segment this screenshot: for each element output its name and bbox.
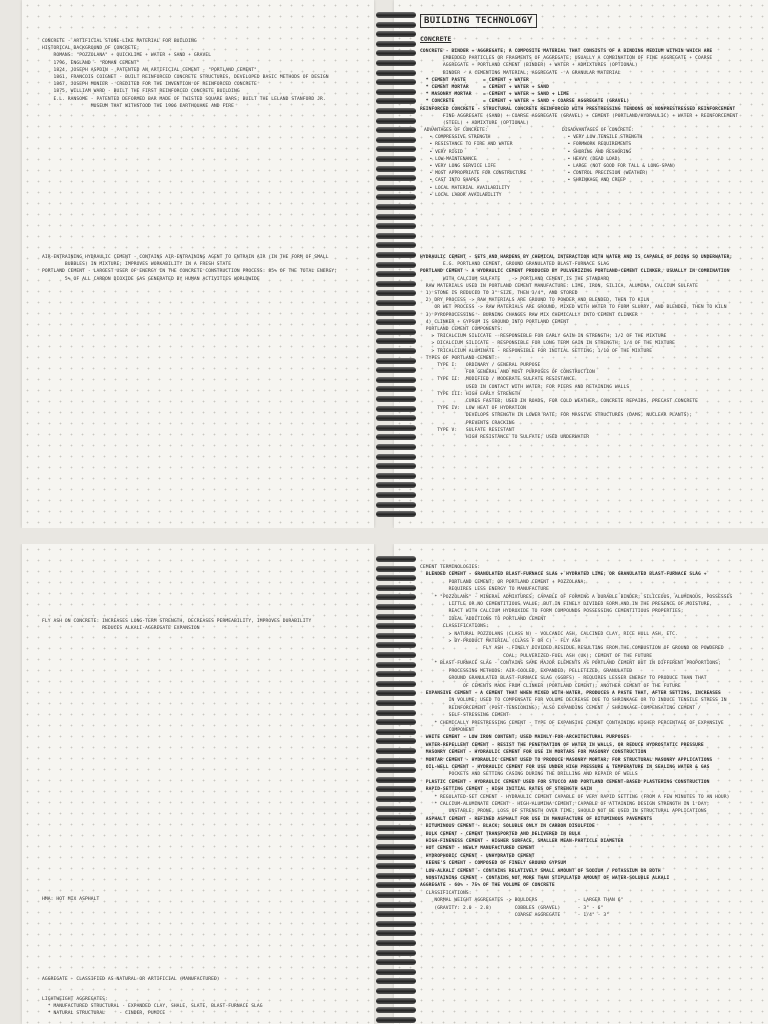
bullet-icon: • [424,142,436,148]
page-gap [0,528,768,544]
terminology-line: MORTAR CEMENT - HYDRAULIC CEMENT USED TO PRODUCE MASONRY MORTAR; FOR STRUCTURAL MASONRY APPLICATIONS [420,757,713,763]
terminology-line: NONSTAINING CEMENT - CONTAINS NOT MORE THAN STIPULATED AMOUNT OF WATER-SOLUBLE ALKALI [420,876,670,882]
lightweight-line: * NATURAL STRUCTURAL - CINDER, PUMICE [42,1011,166,1017]
spiral-ring [376,31,416,37]
concrete-line: * CEMENT PASTE = CEMENT + WATER [420,77,529,83]
spiral-ring [376,290,416,296]
spiral-ring [376,633,416,639]
bullet-icon: • [562,178,574,184]
history-line: MUSEUM THAT WITHSTOOD THE 1906 EARTHQUAKE AND FIRE [42,103,234,109]
concrete-line: BINDER - A CEMENTING MATERIAL; AGGREGATE - A GRANULAR MATERIAL [420,70,621,76]
spiral-ring [376,623,416,629]
terminology-line: * BLAST-FURNACE SLAG - CONTAINS SAME MAJOR ELEMENTS AS PORTLAND CEMENT BUT IN DIFFERENT PROPORTIONS; [420,661,721,667]
portland-line: > TRICALCIUM SILICATE - RESPONSIBLE FOR EARLY GAIN IN STRENGTH; 1/2 OF THE MIXTURE [420,334,667,340]
spiral-ring [376,319,416,325]
spiral-ring [376,338,416,344]
spiral-ring [376,825,416,831]
terminology-line: BLENDED CEMENT - GRANULATED BLAST-FURNACE SLAG + HYDRATED LIME; OR GRANULATED BLAST-FURNACE SLAG + [420,572,707,578]
disadvantage-label: HEAVY (DEAD LOAD) [573,156,621,162]
fly-ash-line: REDUCES ALKALI-AGGREGATE EXPANSION [42,626,200,632]
spiral-ring [376,854,416,860]
portland-line: PORTLAND CEMENT - A HYDRAULIC CEMENT PRODUCED BY PULVERIZING PORTLAND-CEMENT CLINKER, USUALLY IN COMBINATION [420,269,730,275]
terminology-line: COARSE AGGREGATE - 1/4" - 3" [420,913,610,919]
terminology-line: REQUIRES LESS ENERGY TO MANUFACTURE [420,587,549,593]
bullet-icon: • [424,164,436,170]
spiral-ring [376,710,416,716]
terminology-line: * "POZZOLANS" - MINERAL ADMIXTURES; CAPABLE OF FORMING A DURABLE BINDER; SILICEOUS, ALUMINOUS, POSSESSES [420,594,733,600]
spiral-ring [376,575,416,581]
spiral-ring [376,70,416,76]
air-entraining-line: PORTLAND CEMENT - LARGEST USER OF ENERGY IN THE CONCRETE CONSTRUCTION PROCESS: 85% OF THE TOTAL ENERGY; [42,269,338,275]
spiral-ring [376,604,416,610]
bullet-icon: • [424,156,436,162]
spiral-ring [376,911,416,917]
history-line: ROMANS: "POZZOLANA" + QUICKLIME + WATER + SAND + GRAVEL [42,53,212,59]
portland-line: 4) CLINKER + GYPSUM IS GROUND INTO PORTLAND CEMENT [420,319,570,325]
spiral-ring [376,425,416,431]
spiral-ring [376,166,416,172]
advantage-label: LOCAL LABOR AVAILABILITY [435,192,502,198]
terminology-line: > BY-PRODUCT MATERIAL (CLASS F OR C) - FLY ASH [420,639,581,645]
spiral-ring [376,79,416,85]
portland-line: TYPE V: SULFATE RESISTANT [420,427,515,433]
portland-line: DEVELOPS STRENGTH IN LOWER RATE; FOR MASSIVE STRUCTURES (DAMS, NUCLEAR PLANTS); [420,413,693,419]
spiral-ring [376,719,416,725]
spiral-ring [376,358,416,364]
spiral-ring [376,594,416,600]
portland-line: TYPE III: HIGH EARLY STRENGTH [420,391,521,397]
spiral-ring [376,690,416,696]
advantage-label: COMPRESSIVE STRENGTH [435,135,491,141]
air-entraining-line: AIR-ENTRAINING HYDRAULIC CEMENT - CONTAINS AIR-ENTRAINING AGENT TO ENTRAIN AIR (IN THE FORM OF SMALL [42,255,329,260]
fly-ash-line: FLY ASH ON CONCRETE: INCREASES LONG-TERM STRENGTH, DECREASES PERMEABILITY, IMPROVES DURABILITY [42,619,312,624]
advantage-label: RESISTANCE TO FIRE AND WATER [435,142,513,148]
concrete-line: FINE AGGREGATE (SAND) + COARSE AGGREGATE (GRAVEL) + CEMENT (PORTLAND/HYDRAULIC) + WATER + REINFORCEMENT [420,113,739,119]
bullet-icon: • [562,149,574,155]
history-notes [42,38,329,110]
spiral-ring [376,223,416,229]
terminology-line: HIGH-FINENESS CEMENT - HIGHER SURFACE, SMALLER MEAN-PARTICLE DIAMETER [420,839,624,845]
advantage-label: CAST INTO SHAPES [435,178,480,184]
spiral-ring [376,310,416,316]
spiral-ring [376,614,416,620]
terminology-line: OIL-WELL CEMENT - HYDRAULIC CEMENT FOR USE UNDER HIGH PRESSURE & TEMPERATURE IN SEALING WATER & GAS [420,764,710,770]
spiral-ring [376,271,416,277]
history-line: 1867, JOSEPH MONIER - CREDITED FOR THE INVENTION OF REINFORCED CONCRETE [42,82,257,88]
spiral-ring [376,233,416,239]
spiral-ring [376,863,416,869]
advantage-item [424,177,526,184]
advantage-label: VERY LONG SERVICE LIFE [435,164,496,170]
portland-line: WITH CALCIUM SULFATE -> PORTLAND CEMENT IS THE STANDARD [420,276,610,282]
aggregate-note: AGGREGATE - CLASSIFIED AS NATURAL OR ARTIFICIAL (MANUFACTURED) [42,977,220,982]
terminology-line: REACT WITH CALCIUM HYDROXIDE TO FORM COMPOUNDS POSSESSING CEMENTITIOUS PROPERTIES; [420,609,684,615]
disadvantage-item [562,163,675,170]
spiral-ring [376,367,416,373]
spiral-ring [376,1007,416,1013]
spiral-ring [376,12,416,18]
notebook-page-bottom-right [394,544,768,1024]
spiral-ring [376,700,416,706]
concrete-line: CONCRETE - BINDER + AGGREGATE; A COMPOSITE MATERIAL THAT CONSISTS OF A BINDING MEDIUM WITHIN WHICH ARE [420,49,713,54]
spiral-ring [376,978,416,984]
spiral-ring [376,988,416,994]
spiral-ring [376,969,416,975]
bullet-icon: • [424,149,436,155]
portland-line: TYPES OF PORTLAND CEMENT: [420,355,498,361]
spiral-ring [376,815,416,821]
air-entraining-notes [42,254,337,283]
spiral-ring [376,930,416,936]
portland-line: PORTLAND CEMENT COMPONENTS: [420,327,504,333]
spiral-ring [376,902,416,908]
terminology-line: CEMENT TERMINOLOGIES: [420,565,481,570]
spiral-ring [376,482,416,488]
spiral-ring [376,137,416,143]
spiral-ring [376,511,416,517]
terminology-line: EXPANSIVE CEMENT - A CEMENT THAT WHEN MIXED WITH WATER, PRODUCES A PASTE THAT, AFTER SETTING, INCREASES [420,690,721,696]
air-entraining-line: BUBBLES) IN MIXTURE; IMPROVES WORKABILITY IN A FRESH STATE [42,262,232,268]
portland-line: 1) STONE IS REDUCED TO 3" SIZE, THEN 3/4", AND STORED [420,291,578,297]
terminology-line: CLASSIFICATIONS: [420,890,472,896]
spiral-ring [376,642,416,648]
history-line: 1875, WILLIAM WARD - BUILT THE FIRST REINFORCED CONCRETE BUILDING [42,89,240,95]
spiral-ring [376,377,416,383]
spiral-ring [376,204,416,210]
bullet-icon: • [424,192,436,198]
disadvantage-label: SHORING AND RESHORING [573,149,632,155]
portland-line: TYPE I: ORDINARY / GENERAL PURPOSE [420,363,541,369]
bullet-icon: • [562,156,574,162]
terminology-line: COAL; PULVERIZED-FUEL ASH (UK); CEMENT OF THE FUTURE [420,653,653,659]
hma-note: HMA: HOT MIX ASPHALT [42,897,100,902]
history-line: 1861, FRANCOIS COIGNET - BUILT REINFORCED CONCRETE STRUCTURES, DEVELOPED BASIC METHODS OF DESIGN [42,75,329,81]
terminology-line: FLY ASH - FINELY DIVIDED RESIDUE RESULTING FROM THE COMBUSTION OF GROUND OR POWDERED [420,646,724,652]
spiral-ring [376,22,416,28]
bullet-icon: • [562,164,574,170]
history-line: E.L. RANSOME - PATENTED DEFORMED BAR MADE OF TWISTED SQUARE BARS; BUILT THE LELAND STANFORD JR. [42,96,326,102]
portland-line: HYDRAULIC CEMENT - SETS AND HARDENS BY CHEMICAL INTERACTION WITH WATER AND IS CAPABLE OF DOING SO UNDERWATER; [420,255,733,260]
spiral-ring [376,796,416,802]
spiral-ring [376,194,416,200]
portland-line: RAW MATERIALS USED IN PORTLAND CEMENT MANUFACTURE: LIME, IRON, SILICA, ALUMINA, CALCIUM SULFATE [420,283,698,289]
portland-line: > DICALCIUM SILICATE - RESPONSIBLE FOR LONG TERM GAIN IN STRENGTH; 1/4 OF THE MIXTURE [420,341,676,347]
advantage-item [424,141,526,148]
spiral-ring [376,959,416,965]
spiral-ring [376,463,416,469]
terminology-line: PORTLAND CEMENT; OR PORTLAND CEMENT + POZZOLANA; [420,579,587,585]
terminology-line: HYDROPHOBIC CEMENT - UNHYDRATED CEMENT [420,853,535,859]
spiral-ring [376,252,416,258]
spiral-ring [376,998,416,1004]
portland-line: CURES FASTER; USED IN ROADS, FOR COLD WEATHER, CONCRETE REPAIRS, PRECAST CONCRETE [420,399,698,405]
disadvantage-item [562,149,675,156]
portland-line: FOR GENERAL AND MOST PURPOSES OF CONSTRUCTION [420,370,595,376]
spiral-ring [376,492,416,498]
page-title: BUILDING TECHNOLOGY [420,14,537,28]
spiral-ring [376,767,416,773]
concrete-line: AGGREGATE + PORTLAND CEMENT (BINDER) + WATER + ADMIXTURES (OPTIONAL) [420,63,638,69]
spiral-ring [376,777,416,783]
spiral-ring [376,892,416,898]
portland-line: TYPE II: MODIFIED / MODERATE SULFATE RESISTANCE [420,377,575,383]
spiral-ring [376,434,416,440]
advantage-item [424,185,526,192]
section-title: CONCRETE [420,35,452,43]
terminology-line: COMPONENT [420,727,475,733]
history-line: HISTORICAL BACKGROUND OF CONCRETE: [42,46,140,52]
spiral-ring [376,348,416,354]
advantage-item [424,149,526,156]
spiral-ring [376,41,416,47]
spiral-ring [376,300,416,306]
lightweight-line: * MANUFACTURED STRUCTURAL - EXPANDED CLAY, SHALE, SLATE, BLAST-FURNACE SLAG [42,1004,263,1010]
spiral-ring [376,118,416,124]
spiral-ring [376,146,416,152]
concrete-line: * MASONRY MORTAR = CEMENT + WATER + SAND + LIME [420,92,570,98]
disadvantage-item [562,170,675,177]
portland-line: 3) PYROPROCESSING - BURNING CHANGES RAW MIX CHEMICALLY INTO CEMENT CLINKER [420,312,638,318]
concrete-line: * CEMENT MORTAR = CEMENT + WATER + SAND [420,85,549,91]
advantage-item [424,163,526,170]
terminology-line: OF CEMENTS MADE FROM CLINKER (PORTLAND CEMENT); ANOTHER CEMENT OF THE FUTURE [420,683,681,689]
portland-line: OR WET PROCESS -> RAW MATERIALS ARE GROUND, MIXED WITH WATER TO FORM SLURRY, AND BLENDED, THEN TO KILN [420,305,727,311]
history-line: CONCRETE - ARTIFICIAL STONE-LIKE MATERIAL FOR BUILDING [42,39,197,44]
spiral-ring [376,281,416,287]
portland-line: 2) DRY PROCESS -> RAW MATERIALS ARE GROUND TO POWDER AND BLENDED, THEN TO KILN [420,298,650,304]
spiral-ring [376,473,416,479]
terminology-line: POCKETS AND SETTING CASING DURING THE DRILLING AND REPAIR OF WELLS [420,772,638,778]
bullet-icon: • [562,142,574,148]
terminology-line: SELF-STRESSING CEMENT [420,713,509,719]
spiral-ring [376,873,416,879]
cement-terminologies [420,564,732,920]
spiral-ring [376,662,416,668]
bullet-icon: • [424,178,436,184]
spiral-ring [376,681,416,687]
bullet-icon: • [424,185,436,191]
spiral-ring [376,329,416,335]
portland-line: PREVENTS CRACKING [420,420,515,426]
advantage-item [424,192,526,199]
terminology-line: ASPHALT CEMENT - REFINED ASPHALT FOR USE IN MANUFACTURE OF BITUMINOUS PAVEMENTS [420,816,653,822]
terminology-line: REINFORCEMENT (POST-TENSIONING); ALSO EXPANDING CEMENT / SHRINKAGE-COMPENSATING CEMENT / [420,705,701,711]
terminology-line: BITUMINOUS CEMENT - BLACK; SOLUBLE ONLY IN CARBON DISULFIDE [420,824,595,830]
advantage-item [424,134,526,141]
terminology-line: WATER-REPELLENT CEMENT - RESIST THE PENETRATION OF WATER IN WALLS, OR REDUCE HYDROSTATIC PRESSURE [420,742,704,748]
advantage-item [424,156,526,163]
spiral-ring [376,729,416,735]
terminology-line: * REGULATED-SET CEMENT - HYDRAULIC CEMENT CAPABLE OF VERY RAPID SETTING (FROM A FEW MINUTES TO AN HOUR) [420,794,730,800]
disadvantage-label: CONTROL PRECISION (WEATHER) [573,171,648,177]
spiral-ring [376,415,416,421]
bullet-icon: • [424,171,436,177]
spiral-ring [376,502,416,508]
spiral-ring [376,454,416,460]
spiral-ring [376,156,416,162]
terminology-line: LOW-ALKALI CEMENT - CONTAINS RELATIVELY SMALL AMOUNT OF SODIUM / POTASSIUM OR BOTH [420,868,661,874]
terminology-line: GROUND GRANULATED BLAST-FURNACE SLAG (GGBFS) - REQUIRES LESSER ENERGY TO PRODUCE THAN THAT [420,676,707,682]
disadvantage-item [562,141,675,148]
disadvantage-label: VERY LOW TENSILE STRENGTH [573,135,643,141]
concrete-line: REINFORCED CONCRETE - STRUCTURAL CONCRETE REINFORCED WITH PRESTRESSING TENDONS OR NONPRESTRESSED REINFORCEMENT [420,106,736,112]
lightweight-line: LIGHTWEIGHT AGGREGATES: [42,997,108,1002]
terminology-line: NORMAL WEIGHT AGGREGATES -> BOULDERS - LARGER THAN 6" [420,898,624,904]
spiral-ring [376,185,416,191]
terminology-line: AGGREGATE - 60% - 75% OF THE VOLUME OF CONCRETE [420,883,555,889]
portland-line: E.G. PORTLAND CEMENT, GROUND GRANULATED BLAST-FURNACE SLAG [420,262,610,268]
advantage-label: LOW-MAINTENANCE [435,156,477,162]
spiral-ring [376,882,416,888]
spiral-ring [376,60,416,66]
concrete-definition [420,48,738,127]
spiral-ring [376,556,416,562]
portland-line: TYPE IV: LOW HEAT OF HYDRATION [420,406,527,412]
terminology-line: MASONRY CEMENT - HYDRAULIC CEMENT FOR USE IN MORTARS FOR MASONRY CONSTRUCTION [420,750,647,756]
spiral-ring [376,89,416,95]
spiral-ring [376,806,416,812]
terminology-line: PROCESSING METHODS: AIR-COOLED, EXPANDED, PELLETIZED, GRANULATED [420,668,633,674]
spiral-ring [376,396,416,402]
disadvantage-title: DISADVANTAGES OF CONCRETE: [562,128,634,133]
terminology-line: CLASSIFICATIONS: [420,624,489,630]
spiral-ring [376,738,416,744]
disadvantage-label: SHRINKAGE AND CREEP [573,178,626,184]
spiral-ring [376,98,416,104]
spiral-ring [376,566,416,572]
terminology-line: BULK CEMENT - CEMENT TRANSPORTED AND DELIVERED IN BULK [420,831,581,837]
spiral-ring [376,50,416,56]
terminology-line: IN VOLUME; USED TO COMPENSATE FOR VOLUME DECREASE DUE TO SHRINKAGE OR TO INDUCE TENSILE STRESS IN [420,698,727,704]
advantage-label: LOCAL MATERIAL AVAILABILITY [435,185,510,191]
terminology-line: UNSTABLE; PRONE, LOSS OF STRENGTH OVER TIME; SHOULD NOT BE USED IN STRUCTURAL APPLICATIONS [420,809,707,815]
spiral-ring [376,386,416,392]
spiral-ring [376,406,416,412]
disadvantage-label: LARGE (NOT GOOD FOR TALL & LONG-SPAN) [573,164,676,170]
spiral-ring [376,108,416,114]
spiral-ring [376,940,416,946]
disadvantage-item [562,177,675,184]
spiral-ring [376,214,416,220]
bullet-icon: • [562,171,574,177]
disadvantages-list [562,127,675,185]
spiral-ring [376,921,416,927]
lightweight-aggregates [42,996,263,1018]
notebook-page-bottom-left [22,544,374,1024]
terminology-line: KEENE'S CEMENT - COMPOSED OF FINELY GROUND GYPSUM [420,861,567,867]
spiral-ring [376,786,416,792]
portland-line: > TRICALCIUM ALUMINATE - RESPONSIBLE FOR INITIAL SETTING; 1/10 OF THE MIXTURE [420,348,653,354]
fly-ash-notes [42,618,311,632]
spiral-ring [376,652,416,658]
concrete-line: EMBEDDED PARTICLES OR FRAGMENTS OF AGGREGATE; USUALLY A COMBINATION OF FINE AGGREGATE + COARSE [420,56,713,62]
disadvantage-item [562,134,675,141]
advantage-label: VERY RIGID [435,149,463,155]
spiral-ring [376,242,416,248]
terminology-line: LITTLE OR NO CEMENTITIOUS VALUE; BUT IN FINELY DIVIDED FORM AND IN THE PRESENCE OF MOISTURE, [420,602,713,608]
terminology-line: * CHEMICALLY PRESTRESSING CEMENT - TYPE OF EXPANSIVE CEMENT CONTAINING HIGHER PERCENTAGE OF EXPANSIVE [420,720,724,726]
bullet-icon: • [424,135,436,141]
spiral-ring [376,671,416,677]
advantages-list [424,127,526,199]
terminology-line: > NATURAL POZZOLANS (CLASS N) - VOLCANIC ASH, CALCINED CLAY, RICE HULL ASH, ETC. [420,631,678,637]
spiral-ring [376,844,416,850]
terminology-line: (GRAVITY: 2.0 - 2.8) COBBLES (GRAVEL) - 3" - 6" [420,905,604,911]
concrete-line: (STEEL) + ADMIXTURE (OPTIONAL) [420,121,529,127]
terminology-line: PLASTIC CEMENT - HYDRAULIC CEMENT USED FOR STUCCO AND PORTLAND CEMENT-BASED PLASTERING CONSTRUCTION [420,779,710,785]
spiral-ring [376,748,416,754]
terminology-line: IDEAL ADDITIONS TO PORTLAND CEMENT [420,616,547,622]
portland-line: HIGH RESISTANCE TO SULFATE; USED UNDERWATER [420,435,590,441]
portland-line: USED IN CONTACT WITH WATER; FOR PIERS AND RETAINING WALLS [420,384,630,390]
spiral-ring [376,175,416,181]
terminology-line: RAPID-SETTING CEMENT - HIGH INITIAL RATES OF STRENGTH GAIN [420,787,592,793]
spiral-ring [376,758,416,764]
disadvantage-label: FORMWORK REQUIREMENTS [573,142,632,148]
advantage-item [424,170,526,177]
air-entraining-line: 5% OF ALL CARBON DIOXIDE GAS GENERATED BY HUMAN ACTIVITIES WORLDWIDE [42,276,260,282]
concrete-line: * CONCRETE = CEMENT + WATER + SAND + COARSE AGGREGATE (GRAVEL) [420,99,630,105]
spiral-ring [376,262,416,268]
spiral-ring [376,444,416,450]
advantage-label: MOST APPROPRIATE FOR CONSTRUCTURE [435,171,527,177]
history-line: 1796, ENGLAND - "ROMAN CEMENT" [42,60,140,66]
spiral-ring [376,834,416,840]
disadvantage-item [562,156,675,163]
spiral-ring [376,950,416,956]
terminology-line: WHITE CEMENT - LOW IRON CONTENT; USED MAINLY FOR ARCHITECTURAL PURPOSES [420,735,630,741]
spiral-ring [376,585,416,591]
spiral-ring [376,1017,416,1023]
advantage-title: ADVANTAGES OF CONCRETE: [424,128,488,133]
portland-cement-notes [420,254,732,441]
terminology-line: HOT CEMENT - NEWLY MANUFACTURED CEMENT [420,846,535,852]
notebook-page-top-left [22,0,374,528]
spiral-ring [376,127,416,133]
bullet-icon: • [562,135,574,141]
notebook-page-top-right [394,0,768,528]
terminology-line: * CALCIUM-ALUMINATE CEMENT - HIGH-ALUMINA CEMENT; CAPABLE OF ATTAINING DESIGN STRENGTH IN 1 DAY; [420,802,710,807]
history-line: 1824, JOSEPH ASPDIN - PATENTED AN ARTIFICIAL CEMENT - "PORTLAND CEMENT" [42,67,257,73]
